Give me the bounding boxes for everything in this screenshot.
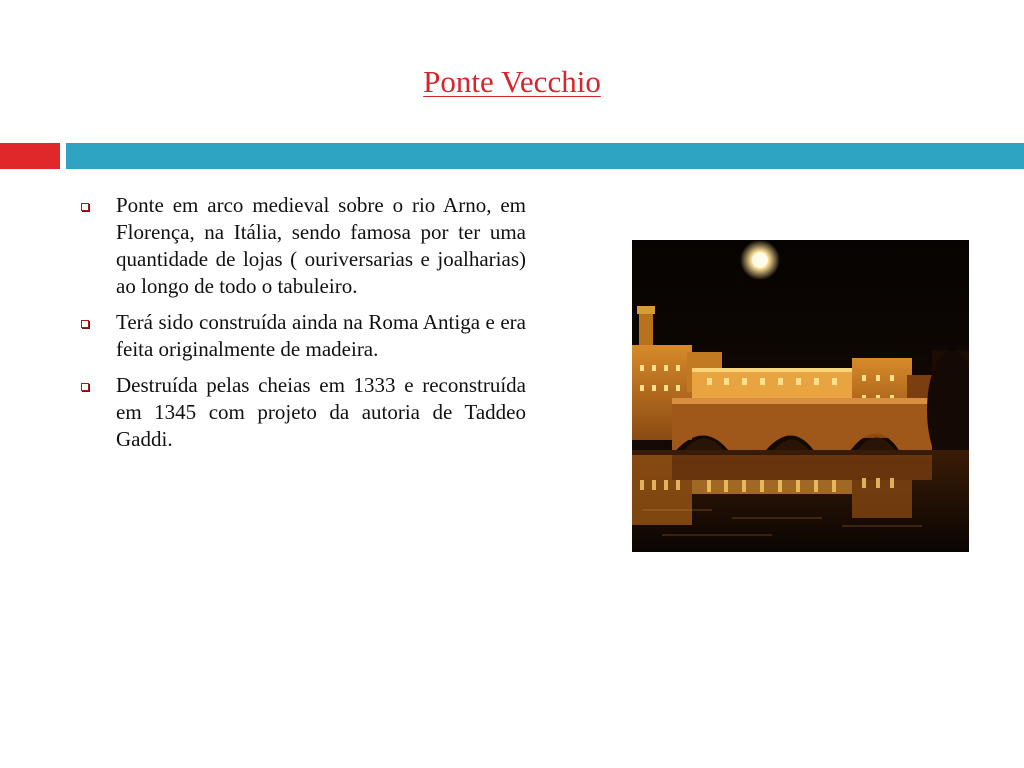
accent-bar-red (0, 143, 60, 169)
bullet-item (77, 309, 526, 363)
square-bullet-icon (81, 383, 89, 391)
bullet-list (77, 192, 526, 462)
bullet-text: Ponte em arco medieval sobre o rio Arno, em Florença, na Itália, sendo famosa por ter uma quantidade de lojas ( ouriversarias e joalharias) ao longo de todo o tabuleiro. (116, 193, 526, 298)
bullet-item (77, 192, 526, 300)
slide-title: Ponte Vecchio (423, 64, 601, 99)
square-bullet-icon (81, 203, 89, 211)
ponte-vecchio-photo (632, 240, 969, 552)
accent-bar-blue (66, 143, 1024, 169)
bullet-text: Destruída pelas cheias em 1333 e reconstruída em 1345 com projeto da autoria de Taddeo Gaddi. (116, 373, 526, 451)
bullet-item (77, 372, 526, 453)
square-bullet-icon (81, 320, 89, 328)
bullet-text: Terá sido construída ainda na Roma Antiga e era feita originalmente de madeira. (116, 310, 526, 361)
